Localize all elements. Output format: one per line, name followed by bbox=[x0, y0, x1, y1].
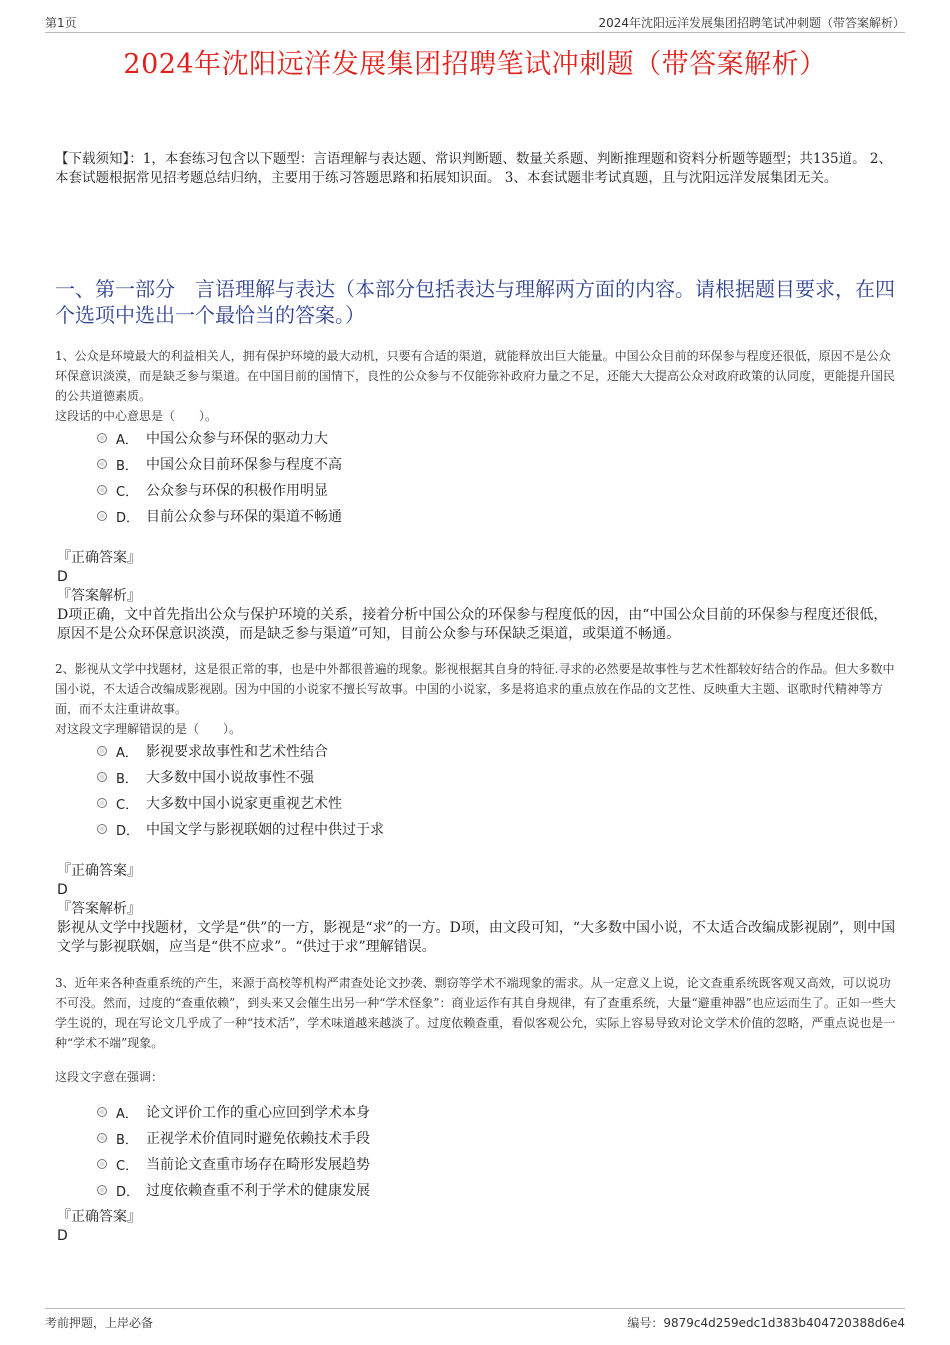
question-2-option-b[interactable]: B． 大多数中国小说故事性不强 bbox=[97, 764, 384, 790]
section-heading: 一、第一部分 言语理解与表达（本部分包括表达与理解两方面的内容。请根据题目要求，在四个选项中选出一个最恰当的答案。） bbox=[55, 277, 895, 327]
question-2-answer-block bbox=[57, 862, 897, 957]
question-2-analysis: 影视从文学中找题材，文学是“供”的一方，影视是“求”的一方。D项，由文段可知，“大多数中国小说，不太适合改编成影视剧”，则中国文学与影视联姻，应当是“供不应求”。“供过于求”理解错误。 bbox=[57, 920, 896, 955]
document-title: 2024年沈阳远洋发展集团招聘笔试冲刺题（带答案解析） bbox=[123, 49, 827, 80]
page-number: 第1页 bbox=[45, 16, 77, 30]
radio-icon[interactable] bbox=[97, 824, 107, 834]
radio-icon[interactable] bbox=[97, 459, 107, 469]
question-3-option-d[interactable]: D． 过度依赖查重不利于学术的健康发展 bbox=[97, 1177, 370, 1203]
answer-label: 『正确答案』 bbox=[57, 863, 141, 879]
page-footer bbox=[45, 1308, 905, 1333]
question-3-answer-block bbox=[57, 1208, 897, 1246]
question-2-option-d[interactable]: D． 中国文学与影视联姻的过程中供过于求 bbox=[97, 816, 384, 842]
radio-icon[interactable] bbox=[97, 1185, 107, 1195]
answer-label: 『正确答案』 bbox=[57, 550, 141, 566]
radio-icon[interactable] bbox=[97, 1159, 107, 1169]
download-notice: 【下载须知】：1，本套练习包含以下题型：言语理解与表达题、常识判断题、数量关系题、判断推理题和资料分析题等题型；共135道。 2、本套试题根据常见招考题总结归纳，主要用于练习答题思路和拓展知识面。 3、本套试题非考试真题，且与沈阳远洋发展集团无关。 bbox=[55, 151, 892, 186]
question-2-body: 2、影视从文学中找题材，这是很正常的事，也是中外都很普遍的现象。影视根据其自身的特征.寻求的必然要是故事性与艺术性都较好结合的作品。但大多数中国小说，不太适合改编成影视剧。因为中国的小说家不擅长写故事。中国的小说家，多是将追求的重点放在作品的文艺性、反映重大主题、讴歌时代精神等方面，而不太注重讲故事。 bbox=[55, 662, 895, 716]
question-2-options bbox=[97, 738, 384, 842]
question-1-analysis: D项正确，文中首先指出公众与保护环境的关系，接着分析中国公众的环保参与程度低的因，由“中国公众目前的环保参与程度还很低，原因不是公众环保意识淡漠，而是缺乏参与渠道”可知，目前公众参与环保缺乏渠道，或渠道不畅通。 bbox=[57, 607, 888, 642]
question-1-text bbox=[55, 346, 900, 426]
radio-icon[interactable] bbox=[97, 772, 107, 782]
radio-icon[interactable] bbox=[97, 1133, 107, 1143]
question-1-option-b[interactable]: B． 中国公众目前环保参与程度不高 bbox=[97, 451, 342, 477]
question-2-option-c[interactable]: C． 大多数中国小说家更重视艺术性 bbox=[97, 790, 384, 816]
radio-icon[interactable] bbox=[97, 798, 107, 808]
page-header bbox=[45, 14, 905, 33]
question-3-prompt: 这段文字意在强调： bbox=[55, 1070, 164, 1084]
radio-icon[interactable] bbox=[97, 485, 107, 495]
question-1-option-c[interactable]: C． 公众参与环保的积极作用明显 bbox=[97, 477, 342, 503]
question-3-answer: D bbox=[57, 1228, 68, 1244]
question-3-option-a[interactable]: A． 论文评价工作的重心应回到学术本身 bbox=[97, 1099, 370, 1125]
question-1-option-a[interactable]: A． 中国公众参与环保的驱动力大 bbox=[97, 425, 342, 451]
radio-icon[interactable] bbox=[97, 511, 107, 521]
question-3-option-b[interactable]: B． 正视学术价值同时避免依赖技术手段 bbox=[97, 1125, 370, 1151]
question-1-option-d[interactable]: D． 目前公众参与环保的渠道不畅通 bbox=[97, 503, 342, 529]
question-2-text bbox=[55, 659, 900, 739]
question-1-prompt: 这段话的中心意思是（ ）。 bbox=[55, 409, 218, 423]
question-1-answer-block bbox=[57, 549, 897, 644]
header-doc-title: 2024年沈阳远洋发展集团招聘笔试冲刺题（带答案解析） bbox=[598, 16, 905, 30]
radio-icon[interactable] bbox=[97, 746, 107, 756]
question-2-answer: D bbox=[57, 882, 68, 898]
radio-icon[interactable] bbox=[97, 433, 107, 443]
question-3-body: 3、近年来各种查重系统的产生，来源于高校等机构严肃查处论文抄袭、剽窃等学术不端现象的需求。从一定意义上说，论文查重系统既客观又高效，可以说功不可没。然而，过度的“查重依赖”，到头来又会催生出另一种“学术怪象”：商业运作有其自身规律，有了查重系统，大量“避重神器”也应运而生了。正如一些大学生说的，现在写论文几乎成了一种“技术活”，学术味道越来越淡了。过度依赖查重，看似客观公允，实际上容易导致对论文学术价值的忽略，严重点说也是一种“学术不端”现象。 bbox=[55, 976, 896, 1050]
question-2-prompt: 对这段文字理解错误的是（ ）。 bbox=[55, 722, 242, 736]
radio-icon[interactable] bbox=[97, 1107, 107, 1117]
footer-doc-id: 编号：9879c4d259edc1d383b404720388d6e4 bbox=[627, 1316, 905, 1330]
question-1-answer: D bbox=[57, 569, 68, 585]
footer-slogan: 考前押题，上岸必备 bbox=[45, 1316, 154, 1330]
question-2-option-a[interactable]: A． 影视要求故事性和艺术性结合 bbox=[97, 738, 384, 764]
question-1-body: 1、公众是环境最大的利益相关人，拥有保护环境的最大动机，只要有合适的渠道，就能释放出巨大能量。中国公众目前的环保参与程度还很低，原因不是公众环保意识淡漠，而是缺乏参与渠道。在中国目前的国情下，良性的公众参与不仅能弥补政府力量之不足，还能大大提高公众对政府政策的认同度，更能提升国民的公共道德素质。 bbox=[55, 349, 896, 403]
question-3-text bbox=[55, 973, 900, 1087]
question-1-options bbox=[97, 425, 342, 529]
analysis-label: 『答案解析』 bbox=[57, 901, 141, 917]
analysis-label: 『答案解析』 bbox=[57, 588, 141, 604]
question-3-options bbox=[97, 1099, 370, 1203]
answer-label: 『正确答案』 bbox=[57, 1209, 141, 1225]
question-3-option-c[interactable]: C． 当前论文查重市场存在畸形发展趋势 bbox=[97, 1151, 370, 1177]
